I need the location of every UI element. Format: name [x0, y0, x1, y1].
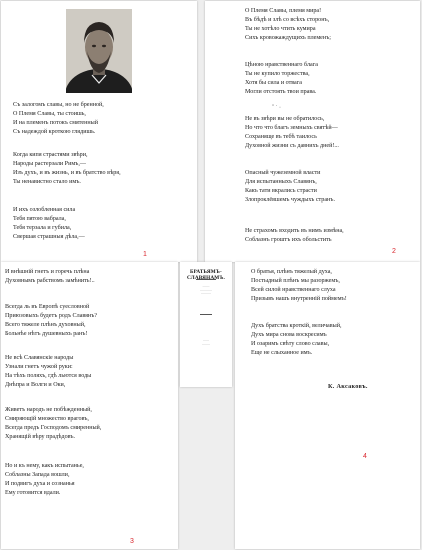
stanza — [5, 354, 178, 390]
verse-line: Изъ духъ, и въ жизнь, и въ братство вѣря, — [13, 170, 121, 176]
verse-line: О братья, плѣнъ тяжелый духа, — [251, 269, 332, 275]
divider — [200, 314, 212, 315]
page-4 — [235, 262, 420, 549]
author-signature: К. Аксаковъ. — [328, 383, 368, 390]
stanza — [5, 406, 178, 442]
verse-line: Народы растерзали Римъ,— — [13, 161, 86, 167]
page-number: 3 — [130, 538, 134, 545]
stanza — [245, 227, 420, 245]
verse-line: Хранящій вѣру прадѣдовъ. — [5, 434, 76, 440]
verse-line: И подвигъ духа и сознанья — [5, 481, 75, 487]
page-3 — [1, 262, 178, 549]
verse-line: Призывъ нашъ внутренній поймемъ! — [251, 296, 347, 302]
verse-line: О Племя Славы, ты стоишь, — [13, 111, 86, 117]
verse-line: Злопроклёвшемъ чуждыхъ странъ. — [245, 197, 335, 203]
verse-line: Хотя бы сила и отвага — [245, 80, 302, 86]
portrait-image — [66, 9, 132, 93]
verse-line: Духъ братства кроткій, величавый, — [251, 323, 342, 329]
verse-line: Съ залогомъ славы, но не бренной, — [13, 102, 104, 108]
page-number: 4 — [363, 453, 367, 460]
verse-line: Съ надеждой кроткою глядишь. — [13, 129, 96, 135]
verse-line: Смиряющій множество враговъ, — [5, 416, 89, 422]
verse-line: Тебя терзала и губила, — [13, 225, 72, 231]
verse-line: Соблазны Запада вошли, — [5, 472, 70, 478]
verse-line: Ты не купило торжества, — [245, 71, 310, 77]
verse-line: Какъ тати вкрались страсти — [245, 188, 317, 194]
verse-line: Тебя пятою вабрала, — [13, 216, 66, 222]
verse-line: Ему готовится вдали. — [5, 490, 61, 496]
stanza — [5, 462, 178, 498]
verse-line: На тѣхъ поляхъ, гдѣ льются воды — [5, 373, 92, 379]
verse-line: Соблазнъ гроштъ ихъ обольстить — [245, 237, 332, 243]
verse-line: Днѣпра и Волги и Оки, — [5, 382, 66, 388]
verse-line: Духовнымъ рабствомъ замѣнить!.. — [5, 278, 95, 284]
page-number: 2 — [392, 248, 396, 255]
verse-line: Опасный чужеземной власти — [245, 170, 321, 176]
verse-line: Духъ мира снова воскресимъ — [251, 332, 327, 338]
title-page-imprint: ······ ········ — [202, 339, 210, 347]
verse-line: Приюзовыхъ будетъ родъ Славянъ? — [5, 313, 98, 319]
verse-line: И ихъ озлобленная сила — [13, 207, 76, 213]
stanza — [245, 169, 420, 205]
verse-line: Духовной жизни съ давнихъ дней!... — [245, 143, 339, 149]
print-marks: ˇ ˙ · — [272, 105, 281, 111]
title-page-heading: БРАТЬЯМЪ-СЛАВЯНАМЪ. — [186, 269, 226, 281]
stanza — [5, 268, 178, 286]
verse-line: Больнѣе нѣтъ душевныхъ ранъ! — [5, 331, 88, 337]
verse-line: Но и къ нему, какъ испытанье, — [5, 463, 84, 469]
page-2 — [205, 1, 420, 262]
verse-line: Всей силой нравственнаго слуха — [251, 287, 336, 293]
stanza — [245, 115, 420, 151]
verse-line: О Племя Славы, племя мира! — [245, 8, 322, 14]
stanza — [251, 268, 420, 304]
stanza — [13, 101, 197, 137]
title-page — [180, 262, 232, 387]
page-1 — [1, 1, 197, 262]
verse-line: И на племенъ потокъ смятенный — [13, 120, 99, 126]
verse-line: Не въ звѣри вы не обратилось, — [245, 116, 325, 122]
verse-line: Могли отстоять твои права. — [245, 89, 317, 95]
verse-line: И внѣшній гнетъ и горечь плѣна — [5, 269, 90, 275]
stanza — [245, 7, 420, 43]
stanza — [245, 61, 420, 97]
verse-line: Сохраняще въ тебѣ таилось — [245, 134, 317, 140]
title-page-fine-print: ······· ············ ·········· — [200, 285, 212, 297]
page-number: 1 — [143, 251, 147, 258]
stanza — [13, 151, 197, 187]
verse-line: Живетъ народъ не побѣжденный, — [5, 407, 92, 413]
stanza — [13, 206, 197, 242]
verse-line: Постыдный плѣнъ мы разоржемъ, — [251, 278, 340, 284]
verse-line: Ты не хотѣло чтить кумира — [245, 26, 316, 32]
verse-line: Сихъ кровожаждущихъ племенъ; — [245, 35, 331, 41]
verse-line: Узнали гнетъ чужой руки: — [5, 364, 73, 370]
verse-line: Не страхомъ входить въ нимъ измѣна, — [245, 228, 344, 234]
verse-line: Свершая страшныя дѣла,— — [13, 234, 85, 240]
verse-line: Еще не слыханное имъ. — [251, 350, 313, 356]
verse-line: Цѣною нравственнаго блага — [245, 62, 318, 68]
verse-line: Когда кипя страстями звѣри, — [13, 152, 88, 158]
verse-line: Въ бѣдѣ и злѣ со всѣхъ сторонъ, — [245, 17, 330, 23]
verse-line: Но что что благъ земныхъ святѣй— — [245, 125, 338, 131]
verse-line: Всего тяжеле плѣнъ духовный, — [5, 322, 86, 328]
stanza — [5, 303, 178, 339]
verse-line: Не всѣ Славянскіе народы — [5, 355, 74, 361]
divider — [196, 279, 216, 280]
verse-line: Для испытанныхъ Славянъ, — [245, 179, 317, 185]
stanza — [251, 322, 420, 358]
verse-line: Всегда предъ Господомъ смиренный, — [5, 425, 102, 431]
verse-line: Ты ненавистно стало имъ. — [13, 179, 81, 185]
verse-line: Всегда ль въ Европѣ суесловной — [5, 304, 90, 310]
verse-line: И озаримъ свѣту слово славы, — [251, 341, 330, 347]
author-portrait — [66, 9, 132, 93]
